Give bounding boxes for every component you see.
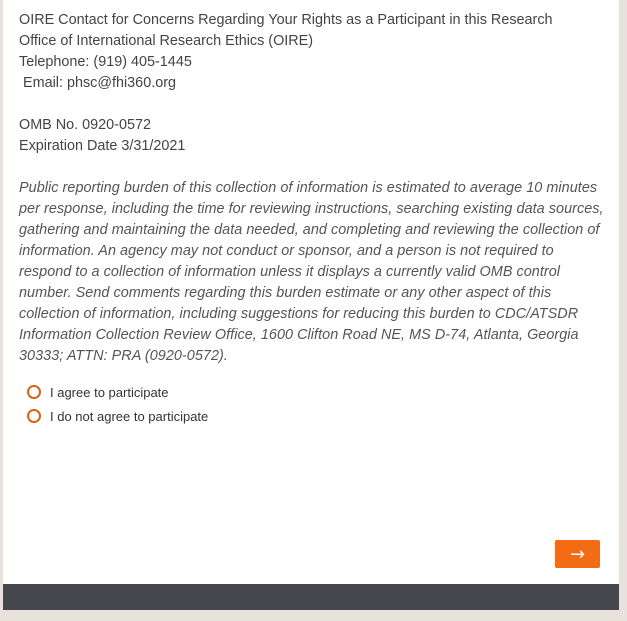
spacer [19,94,609,115]
option-not-agree[interactable] [27,404,427,428]
option-label[interactable]: I agree to participate [50,384,169,400]
radio-button[interactable] [27,409,41,423]
next-button[interactable]: → [555,540,600,568]
omb-expiration: Expiration Date 3/31/2021 [19,138,186,154]
consent-text [19,10,609,367]
radio-button[interactable] [27,385,41,399]
contact-telephone: Telephone: (919) 405-1445 [19,54,192,70]
contact-email: Email: phsc@fhi360.org [19,75,176,91]
contact-heading: OIRE Contact for Concerns Regarding Your Rights as a Participant in this Research [19,12,553,28]
omb-number: OMB No. 0920-0572 [19,117,151,133]
footer-bar [3,584,619,610]
option-label[interactable]: I do not agree to participate [50,408,209,424]
survey-page [3,0,619,610]
spacer [19,157,609,178]
contact-office: Office of International Research Ethics (OIRE) [19,33,314,49]
option-agree[interactable] [27,380,427,404]
burden-statement: Public reporting burden of this collection of information is estimated to average 10 minutes per response, including the time for reviewing instructions, searching existing data sources, gathering and maintaining the data needed, and completing and reviewing the collection of information. An agency may not conduct or sponsor, and a person is not required to respond to a collection of information unless it displays a currently valid OMB control number. Send comments regarding this burden estimate or any other aspect of this collection of information, including suggestions for reducing this burden to CDC/ATSDR Information Collection Review Office, 1600 Clifton Road NE, MS D-74, Atlanta, Georgia 30333; ATTN: PRA (0920-0572). [19,180,604,364]
consent-radio-group [27,380,427,428]
